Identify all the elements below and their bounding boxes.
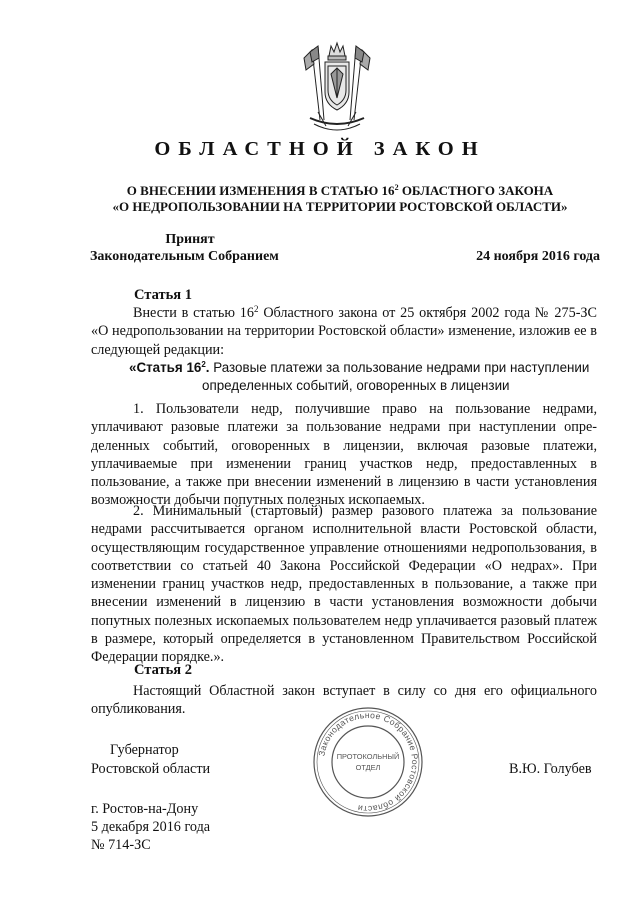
law-number: № 714-ЗС — [91, 837, 151, 853]
signatory-position-line1: Губернатор — [110, 742, 179, 758]
law-title: ОБЛАСТНОЙ ЗАКОН — [154, 138, 486, 160]
article-1-intro: Внести в статью $16^2$ Областного закона от 25 октября 2002 года № 275-ЗС «О недропользовании на территории Ростовской области» изменение, изложив ее в следующей редакции: — [91, 304, 597, 358]
adopted-by: Законодательным Собранием — [90, 249, 279, 264]
official-stamp — [311, 705, 425, 819]
signatory-name: В.Ю. Голубев — [509, 761, 592, 777]
quoted-article-title: «Статья $16^2$. Разовые платежи за пользование недрами при наступлении определенных событий, оговоренных в лицензии — [129, 360, 590, 394]
article-2-heading: Статья 2 — [134, 662, 192, 678]
adopted-label: Принят — [165, 232, 215, 247]
svg-text:Законодательное Собрание Росто: Законодательное Собрание Ростовской области — [316, 709, 421, 815]
article-1-heading: Статья 1 — [134, 287, 192, 303]
svg-text:ОТДЕЛ: ОТДЕЛ — [355, 763, 381, 772]
clause-2: 2. Минимальный (стартовый) размер разового платежа за пользование недрами рассчитывается органом исполнительной власти Ростовской области, осуществляющим государственное управление отношениями недропользования, в соответствии со статьей 40 Закона Российской Федерации «О недрах». При изменении границ участков недр, предоставленных в пользование, а также при внесении изменений в лицензию в части установления возможности добычи попутных полезных ископаемых пользователем недр уплачивается разовый платеж в размере, который определяется в установленном Правительством Российской Федерации порядке.». — [91, 503, 597, 666]
coat-of-arms-emblem — [300, 40, 374, 136]
svg-text:ПРОТОКОЛЬНЫЙ: ПРОТОКОЛЬНЫЙ — [336, 752, 400, 761]
article-2-text: Настоящий Областной закон вступает в силу со дня его официального опубликования. — [91, 683, 597, 718]
place: г. Ростов-на-Дону — [91, 801, 199, 817]
adoption-date: 24 ноября 2016 года — [476, 249, 600, 264]
law-subtitle: О ВНЕСЕНИИ ИЗМЕНЕНИЯ В СТАТЬЮ $16^2$ ОБЛАСТНОГО ЗАКОНА «О НЕДРОПОЛЬЗОВАНИИ НА ТЕРРИТОРИИ РОСТОВСКОЙ ОБЛАСТИ» — [112, 183, 568, 214]
signing-date: 5 декабря 2016 года — [91, 819, 211, 835]
clause-1: 1. Пользователи недр, получившие право на пользование недрами, уплачивают разовые платежи за пользование недрами при наступлении определенных событий, оговоренных в лицензии, включая разовые платежи, уплачиваемые при изменении границ участков недр, предоставленных в пользование, а также при внесении изменений в лицензию в части установления возможности добычи попутных полезных ископаемых. — [91, 401, 597, 509]
signatory-position-line2: Ростовской области — [91, 761, 211, 777]
